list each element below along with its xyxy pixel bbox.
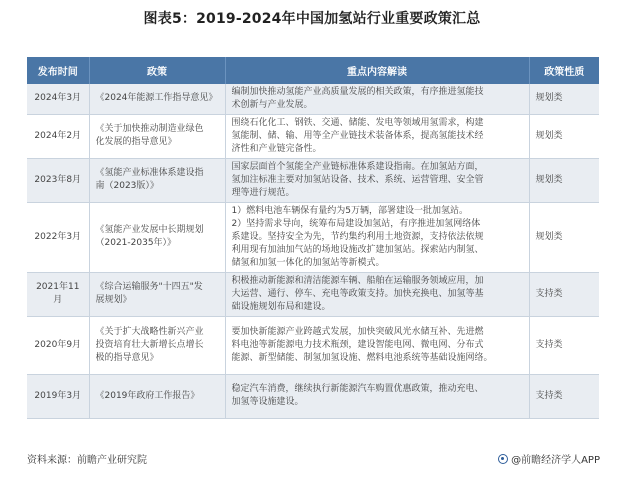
policy-line: 极的指导意见》 [95,352,159,363]
cell-type: 规划类 [529,84,599,114]
content-line: 术创新与产业发展。 [231,99,313,110]
cell-policy [89,374,225,418]
content-line: 要加快新能源产业跨越式发展，加快突破风光水储互补、先进燃 [231,326,484,337]
cell-date: 2020年9月 [27,316,89,374]
policy-line: 《氢能产业标准体系建设指 [95,168,204,178]
table-row [27,202,599,272]
table-row [27,158,599,202]
policy-line: 《综合运输服务"十四五"发 [95,282,203,292]
content-line: 利用现有加油加气站的场地设施改扩建加氢站。探索站内制氢、 [231,244,484,255]
content-line: 系建设。坚持安全为先，节约集约利用土地资源，支持依法依规 [231,231,484,242]
cell-date: 2019年3月 [27,374,89,418]
policy-line: 《2019年政府工作报告》 [95,390,200,401]
policy-line: 《氢能产业发展中长期规划 [95,225,204,235]
cell-content [225,374,529,418]
source-note: 资料来源：前瞻产业研究院 [27,455,147,466]
cell-date: 2023年8月 [27,158,89,202]
cell-content [225,272,529,316]
content-line: 1）燃料电池车辆保有量约为5万辆，部署建设一批加氢站。 [231,205,468,216]
table-row [27,316,599,374]
policy-line: 《关于加快推动制造业绿色 [95,124,204,134]
cell-policy [89,114,225,158]
policy-line: （2021-2035年）》 [95,238,177,248]
cell-date: 2022年3月 [27,202,89,272]
cell-date: 2021年11月 [27,272,89,316]
cell-content [225,84,529,114]
header-policy: 政策 [89,57,225,84]
cell-type: 支持类 [529,272,599,316]
policy-line: 展规划》 [95,295,132,305]
cell-type: 支持类 [529,316,599,374]
cell-content [225,202,529,272]
table-body [27,84,599,418]
content-line: 氢能制、储、输、用等全产业链技术装备体系，提高氢能技术经 [231,130,484,141]
brand-watermark [498,451,600,466]
cell-type: 规划类 [529,114,599,158]
table-row [27,114,599,158]
content-line: 理等进行规范。 [231,187,295,198]
policy-line: 南（2023版）》 [95,181,159,191]
policy-line: 《关于扩大战略性新兴产业 [95,326,204,337]
page-title: 图表5：2019-2024年中国加氢站行业重要政策汇总 [143,11,481,27]
policy-line: 《2024年能源工作指导意见》 [95,93,218,104]
content-line: 储氢和加氢一体化的加氢站等新模式。 [231,257,385,268]
cell-date: 2024年2月 [27,114,89,158]
content-line: 大运营、通行、停车、充电等政策支持。加快充换电、加氢等基 [231,288,484,299]
cell-content [225,158,529,202]
table-header-row [27,57,599,84]
cell-type: 规划类 [529,202,599,272]
header-date: 发布时间 [27,57,89,84]
content-line: 氢加注标准主要对加氢站设备、技术、系统、运营管理、安全管 [231,174,484,185]
content-line: 加氢等设施建设。 [231,397,304,407]
content-line: 编制加快推动氢能产业高质量发展的相关政策，有序推进氢能技 [231,86,484,97]
content-line: 2）坚持需求导向，统筹布局建设加氢站，有序推进加氢网络体 [231,218,481,229]
brand-text: @前瞻经济学人APP [511,455,600,466]
content-line: 稳定汽车消费，继续执行新能源汽车购置优惠政策，推动充电、 [231,384,484,394]
cell-policy [89,158,225,202]
policy-line: 投资培育壮大新增长点增长 [95,339,204,350]
brand-logo-icon [498,454,508,464]
cell-policy [89,272,225,316]
content-line: 能源、新型储能、制氢加氢设施、燃料电池系统等基础设施网络。 [231,352,493,363]
cell-content [225,316,529,374]
content-line: 济性和产业链完备性。 [231,143,322,154]
table-row [27,84,599,114]
content-line: 积极推动新能源和清洁能源车辆、船舶在运输服务领域应用，加 [231,275,484,286]
content-line: 国家层面首个氢能全产业链标准体系建设指南。在加氢站方面， [231,161,484,172]
content-line: 围绕石化化工、钢铁、交通、储能、发电等领域用氢需求，构建 [231,117,484,128]
table-row [27,272,599,316]
table-row [27,374,599,418]
policy-line: 化发展的指导意见》 [95,137,177,147]
content-line: 料电池等新能源电力技术瓶颈，建设智能电网、微电网、分布式 [231,339,484,350]
cell-content [225,114,529,158]
cell-policy [89,84,225,114]
cell-type: 规划类 [529,158,599,202]
content-line: 础设施规划布局和建设。 [231,301,331,312]
cell-type: 支持类 [529,374,599,418]
header-content: 重点内容解读 [225,57,529,84]
cell-policy [89,202,225,272]
policy-table [27,57,599,419]
cell-policy [89,316,225,374]
cell-date: 2024年3月 [27,84,89,114]
header-type: 政策性质 [529,57,599,84]
